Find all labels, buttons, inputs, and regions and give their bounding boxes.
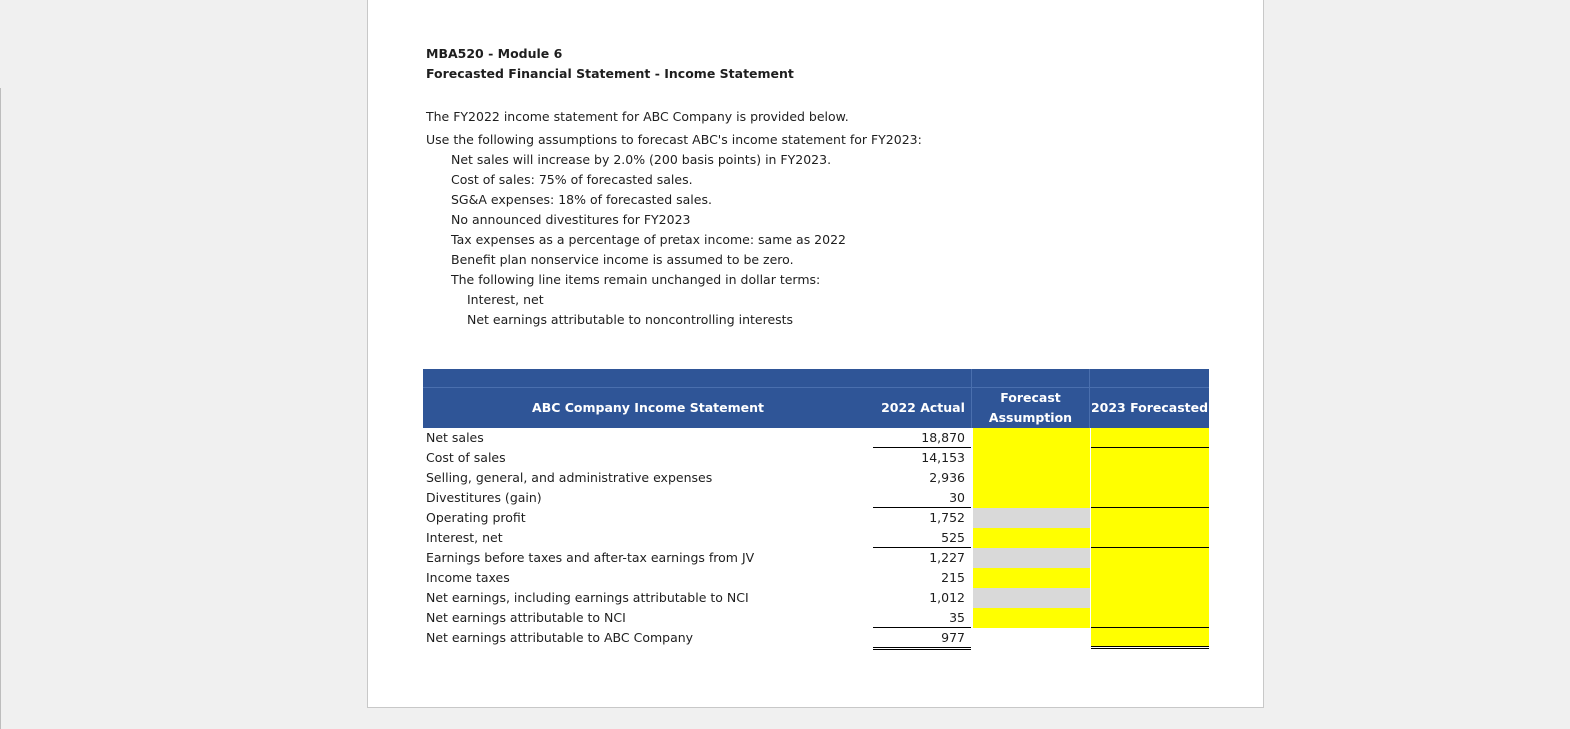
subtotal-rule xyxy=(873,547,971,548)
assumption-input-cells[interactable] xyxy=(973,428,1090,508)
row-actual-value: 1,012 xyxy=(929,590,965,605)
assumption-input-cell[interactable] xyxy=(973,568,1090,588)
row-label: Net sales xyxy=(426,430,484,445)
header-2023-forecasted: 2023 Forecasted xyxy=(1090,400,1209,415)
row-label: Divestitures (gain) xyxy=(426,490,542,505)
header-statement: ABC Company Income Statement xyxy=(532,400,764,415)
assumption-calc-cell xyxy=(973,588,1090,608)
window-edge xyxy=(0,88,1,729)
row-label: Operating profit xyxy=(426,510,526,525)
row-label: Net earnings, including earnings attributable to NCI xyxy=(426,590,749,605)
row-label: Earnings before taxes and after-tax earnings from JV xyxy=(426,550,755,565)
intro-line-1: The FY2022 income statement for ABC Company is provided below. xyxy=(426,109,849,124)
assumption-calc-cell xyxy=(973,548,1090,568)
assumption-item: Net sales will increase by 2.0% (200 basis points) in FY2023. xyxy=(451,152,832,167)
row-actual-value: 1,227 xyxy=(929,550,965,565)
row-label: Net earnings attributable to ABC Company xyxy=(426,630,694,645)
document-subtitle: Forecasted Financial Statement - Income Statement xyxy=(426,66,794,81)
forecast-input-cells[interactable] xyxy=(1091,428,1209,646)
row-label: Cost of sales xyxy=(426,450,506,465)
assumption-item: No announced divestitures for FY2023 xyxy=(451,212,691,227)
subtotal-rule xyxy=(873,507,971,508)
subtotal-rule xyxy=(1091,547,1209,548)
row-actual-value: 2,936 xyxy=(929,470,965,485)
row-label: Interest, net xyxy=(426,530,503,545)
row-actual-value: 525 xyxy=(941,530,965,545)
subtotal-rule xyxy=(873,627,971,628)
row-actual-value: 1,752 xyxy=(929,510,965,525)
subtotal-rule xyxy=(1091,627,1209,628)
header-forecast-line1: Forecast xyxy=(1000,390,1061,405)
row-label: Net earnings attributable to NCI xyxy=(426,610,626,625)
assumption-calc-cell xyxy=(973,508,1090,528)
assumption-item: Tax expenses as a percentage of pretax income: same as 2022 xyxy=(451,232,846,247)
row-label: Selling, general, and administrative expenses xyxy=(426,470,713,485)
assumption-item: Benefit plan nonservice income is assumed to be zero. xyxy=(451,252,794,267)
row-actual-value: 14,153 xyxy=(921,450,965,465)
course-title: MBA520 - Module 6 xyxy=(426,46,563,61)
header-assumption-line2: Assumption xyxy=(988,410,1073,425)
assumption-input-cell[interactable] xyxy=(973,528,1090,548)
table-header xyxy=(423,369,1209,428)
subtotal-rule xyxy=(1091,507,1209,508)
row-actual-value: 35 xyxy=(949,610,965,625)
document-page xyxy=(367,0,1264,708)
subtotal-rule xyxy=(873,447,971,448)
row-actual-value: 18,870 xyxy=(921,430,965,445)
row-actual-value: 30 xyxy=(949,490,965,505)
assumption-item: SG&A expenses: 18% of forecasted sales. xyxy=(451,192,712,207)
assumption-item: The following line items remain unchanged in dollar terms: xyxy=(451,272,821,287)
header-gridline xyxy=(423,387,1209,388)
subtotal-rule xyxy=(1091,447,1209,448)
row-actual-value: 215 xyxy=(941,570,965,585)
header-2022-actual: 2022 Actual xyxy=(881,400,965,415)
unchanged-item: Net earnings attributable to noncontrolling interests xyxy=(467,312,794,327)
assumption-item: Cost of sales: 75% of forecasted sales. xyxy=(451,172,693,187)
intro-line-2: Use the following assumptions to forecast ABC's income statement for FY2023: xyxy=(426,132,922,147)
row-actual-value: 977 xyxy=(941,630,965,645)
total-double-rule xyxy=(873,647,971,650)
row-label: Income taxes xyxy=(426,570,510,585)
assumption-input-cell[interactable] xyxy=(973,608,1090,628)
total-double-rule xyxy=(1091,646,1209,649)
unchanged-item: Interest, net xyxy=(467,292,544,307)
